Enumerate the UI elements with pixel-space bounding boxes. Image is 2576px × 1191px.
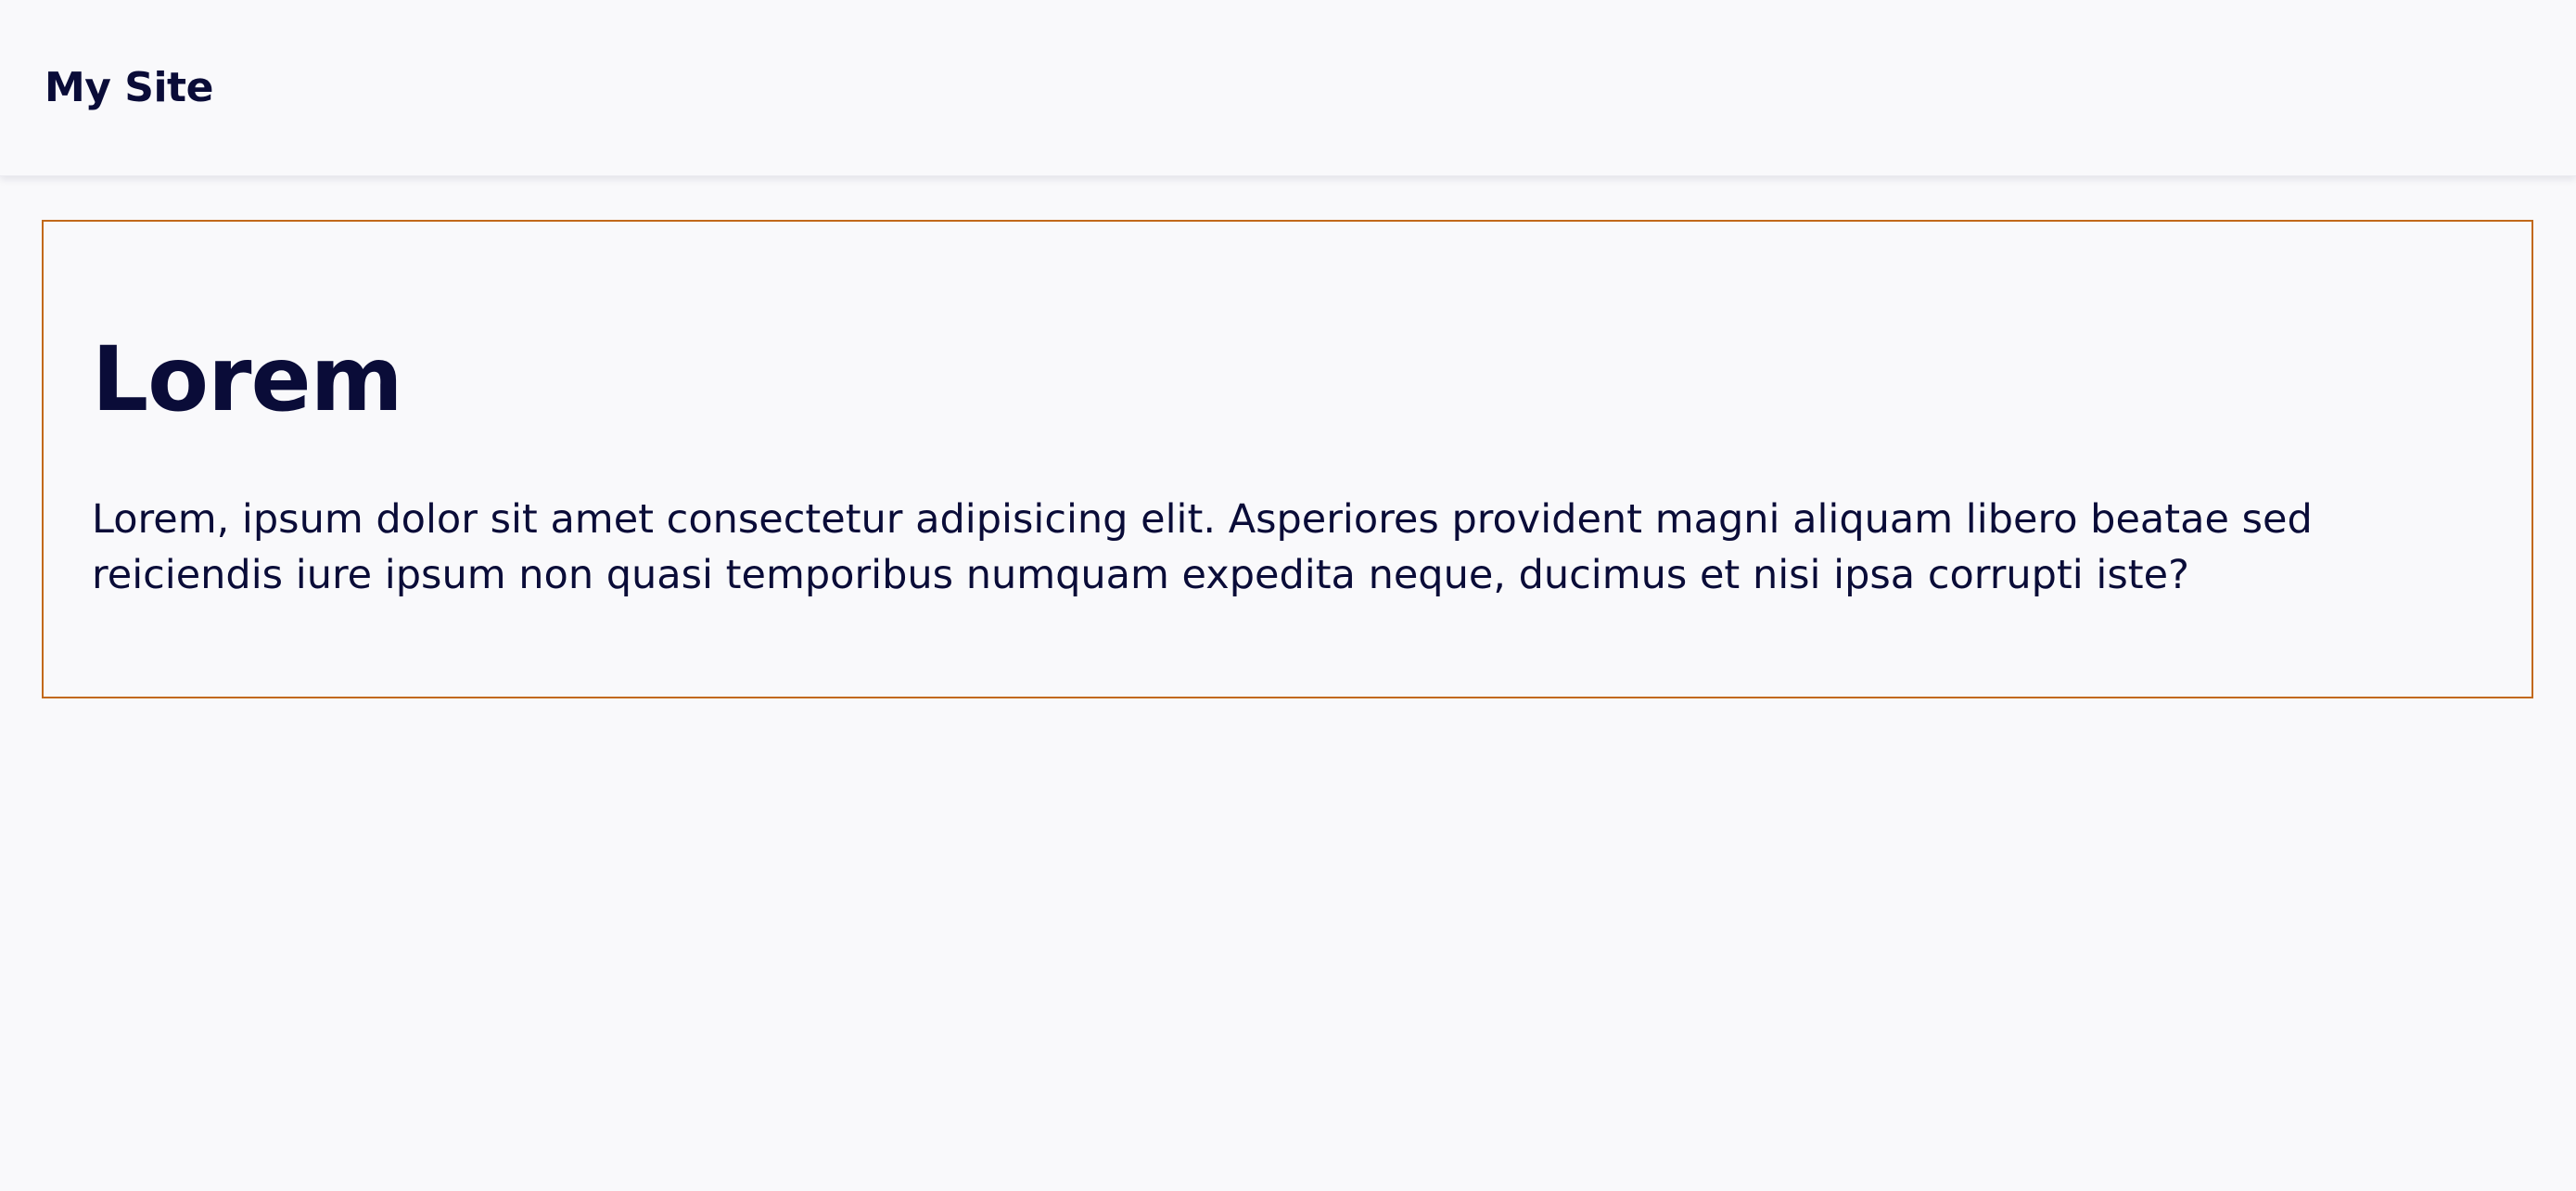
content-card — [42, 220, 2533, 698]
card-body-text: Lorem, ipsum dolor sit amet consectetur adipisicing elit. Asperiores provident magni aliquam libero beatae sed reiciendis iure ipsum non quasi temporibus numquam expedita neque, ducimus et nisi ipsa corrupti iste? — [92, 495, 2313, 598]
site-header — [0, 0, 2576, 176]
site-title-link[interactable]: My Site — [45, 64, 213, 111]
card-heading: Lorem — [92, 327, 402, 431]
